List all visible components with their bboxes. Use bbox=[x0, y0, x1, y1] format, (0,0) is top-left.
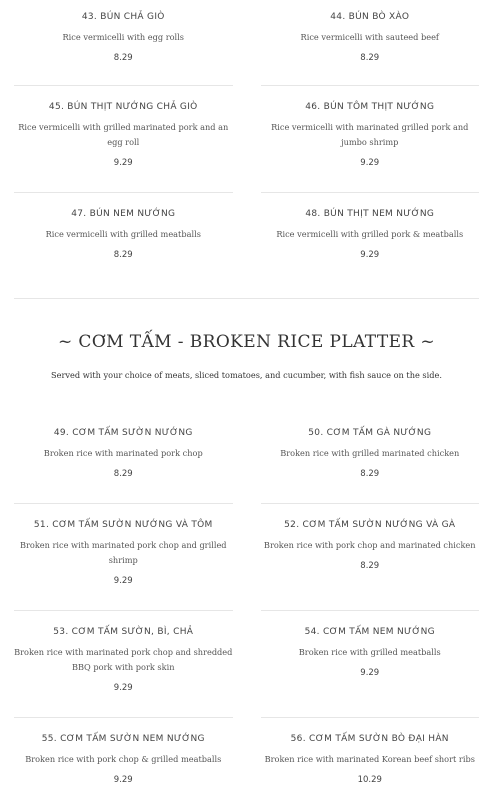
menu-item bbox=[261, 504, 480, 611]
menu-item-description: Broken rice with grilled meatballs bbox=[298, 647, 441, 657]
menu-item-description: Rice vermicelli with sauteed beef bbox=[300, 32, 439, 42]
menu-item-name: 47. BÚN NEM NƯỚNG bbox=[71, 209, 176, 219]
menu-item-price: 9.29 bbox=[360, 668, 380, 678]
menu-item-price: 9.29 bbox=[360, 158, 380, 168]
menu-item-name: 46. BÚN TÔM THỊT NƯỚNG bbox=[305, 102, 435, 112]
section-subtitle: Served with your choice of meats, sliced tomatoes, and cucumber, with fish sauce on the side. bbox=[51, 370, 442, 380]
menu-item-description: Broken rice with grilled marinated chicken bbox=[280, 448, 460, 458]
menu-item bbox=[14, 611, 233, 718]
menu-item-name: 51. CƠM TẤM SƯỜN NƯỚNG VÀ TÔM bbox=[33, 520, 213, 530]
menu-item-name: 43. BÚN CHẢ GIÒ bbox=[81, 12, 165, 22]
section-title: ~ CƠM TẤM - BROKEN RICE PLATTER ~ bbox=[57, 332, 436, 352]
menu-item-name: 56. CƠM TẤM SƯỜN BÒ ĐẠI HÀN bbox=[290, 734, 449, 744]
menu-item-name: 45. BÚN THỊT NƯỚNG CHẢ GIÒ bbox=[48, 102, 198, 112]
menu-item-name: 53. CƠM TẤM SƯỜN, BÌ, CHẢ bbox=[53, 627, 194, 637]
section-divider bbox=[14, 298, 479, 299]
menu-item-price: 9.29 bbox=[360, 250, 380, 260]
menu-item bbox=[14, 0, 233, 86]
menu-item-price: 9.29 bbox=[113, 158, 133, 168]
menu-item-description: Broken rice with marinated pork chop and grilled shrimp bbox=[19, 540, 227, 565]
menu-item-name: 55. CƠM TẤM SƯỜN NEM NƯỚNG bbox=[41, 734, 205, 744]
menu-item-name: 44. BÚN BÒ XÀO bbox=[330, 12, 410, 22]
menu-item-price: 9.29 bbox=[113, 576, 133, 586]
menu-item-price: 10.29 bbox=[357, 775, 382, 785]
menu-item-price: 8.29 bbox=[360, 53, 380, 63]
menu-item bbox=[14, 718, 233, 796]
menu-item-price: 8.29 bbox=[360, 469, 380, 479]
menu-item-description: Broken rice with marinated pork chop and shredded BBQ pork with pork skin bbox=[14, 647, 233, 672]
menu-item-name: 49. CƠM TẤM SƯỜN NƯỚNG bbox=[53, 428, 193, 438]
menu-item-name: 50. CƠM TẤM GÀ NƯỚNG bbox=[308, 428, 432, 438]
menu-item bbox=[261, 193, 480, 298]
menu-item-description: Rice vermicelli with marinated grilled pork and jumbo shrimp bbox=[271, 122, 469, 147]
bun-menu-grid bbox=[14, 0, 479, 298]
menu-item-price: 8.29 bbox=[113, 250, 133, 260]
menu-item-name: 52. CƠM TẤM SƯỜN NƯỚNG VÀ GÀ bbox=[284, 520, 456, 530]
menu-item bbox=[14, 86, 233, 193]
menu-item bbox=[261, 86, 480, 193]
menu-item-price: 9.29 bbox=[113, 683, 133, 693]
menu-item-description: Rice vermicelli with grilled marinated pork and an egg roll bbox=[18, 122, 229, 147]
menu-item-price: 8.29 bbox=[360, 561, 380, 571]
menu-item bbox=[14, 504, 233, 611]
com-tam-menu-grid bbox=[14, 416, 479, 796]
menu-item-description: Broken rice with marinated pork chop bbox=[43, 448, 203, 458]
menu-item-name: 48. BÚN THỊT NEM NƯỚNG bbox=[305, 209, 435, 219]
menu-item bbox=[261, 718, 480, 796]
menu-item-name: 54. CƠM TẤM NEM NƯỚNG bbox=[304, 627, 435, 637]
menu-item-price: 9.29 bbox=[113, 775, 133, 785]
menu-item-price: 8.29 bbox=[113, 469, 133, 479]
menu-item-description: Broken rice with pork chop and marinated chicken bbox=[263, 540, 476, 550]
menu-item bbox=[14, 416, 233, 504]
menu-item bbox=[261, 416, 480, 504]
menu-item-description: Rice vermicelli with grilled pork & meatballs bbox=[276, 229, 464, 239]
menu-item-description: Rice vermicelli with grilled meatballs bbox=[45, 229, 201, 239]
menu-item-description: Rice vermicelli with egg rolls bbox=[62, 32, 184, 42]
menu-item-description: Broken rice with pork chop & grilled meatballs bbox=[25, 754, 222, 764]
menu-item bbox=[14, 193, 233, 298]
menu-item-price: 8.29 bbox=[113, 53, 133, 63]
menu-item bbox=[261, 0, 480, 86]
menu-item-description: Broken rice with marinated Korean beef short ribs bbox=[264, 754, 475, 764]
menu-item bbox=[261, 611, 480, 718]
